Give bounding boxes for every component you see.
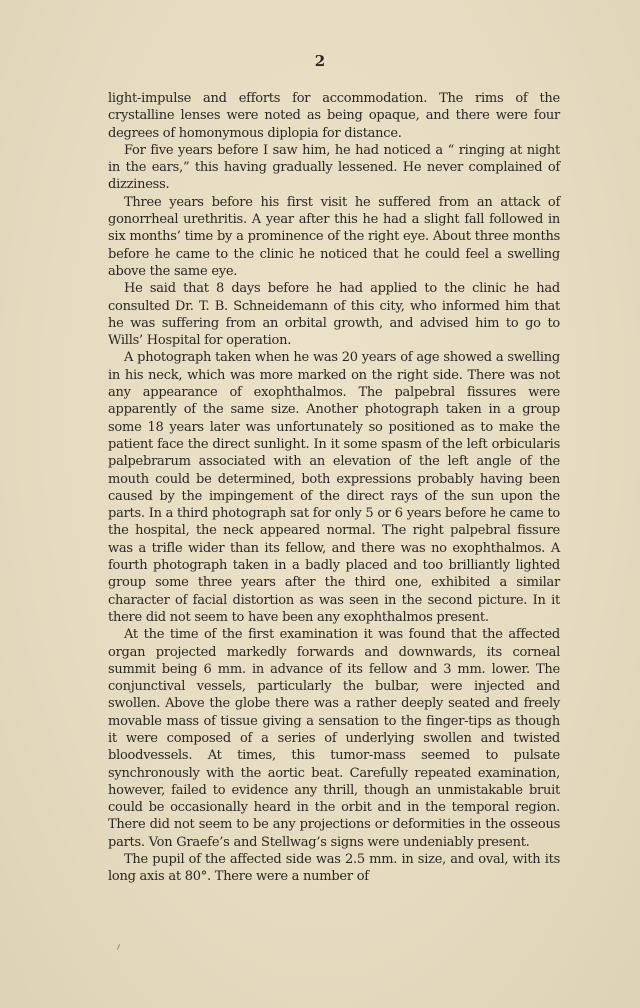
paragraph: A photograph taken when he was 20 years of age showed a swelling in his neck, which was more marked on the right side. There was not any appearance of exophthalmos. The palpebral fissures were apparently of the same size. Another photograph taken in a group some 18 years later was unfortunately so positioned as to make the patient face the direct sunlight. In it some spasm of the left orbicularis palpebrarum associated with an elevation of the left angle of the mouth could be determined, both expressions probably having been caused by the impingement of the direct rays of the sun upon the parts. In a third photograph sat for only 5 or 6 years before he came to the hospital, the neck appeared normal. The right palpebral fissure was a trifle wider than its fellow, and there was no exophthalmos. A fourth photograph taken in a badly placed and too brilliantly lighted group some three years after the third one, exhibited a similar character of facial distortion as was seen in the second picture. In it there did not seem to have been any exophthalmos present.	[108, 350, 560, 625]
stray-mark	[117, 944, 120, 950]
paragraph: He said that 8 days before he had applied to the clinic he had consulted Dr. T. B. Schneidemann of this city, who informed him that he was suffering from an orbital growth, and advised him to go to Wills’ Hospital for operation.	[108, 281, 560, 349]
paragraph: At the time of the first examination it was found that the affected organ projected markedly forwards and downwards, its corneal summit being 6 mm. in advance of its fellow and 3 mm. lower. The conjunctival vessels, particularly the bulbar, were injected and swollen. Above the globe there was a rather deeply seated and freely movable mass of tissue giving a sensation to the finger-tips as though it were composed of a series of underlying swollen and twisted bloodvessels. At times, this tumor-mass seemed to pulsate synchronously with the aortic beat. Carefully repeated examination, however, failed to evidence any thrill, though an unmistakable bruit could be occasionally heard in the orbit and in the temporal region. There did not seem to be any projections or deformities in the osseous parts. Von Graefe’s and Stellwag’s signs were undeniably present.	[108, 627, 560, 850]
body-text	[108, 90, 560, 886]
paragraph: Three years before his first visit he suffered from an attack of gonorrheal urethritis. A year after this he had a slight fall followed in six months’ time by a prominence of the right eye. About three months before he came to the clinic he noticed that he could feel a swelling above the same eye.	[108, 194, 560, 279]
paragraph: The pupil of the affected side was 2.5 mm. in size, and oval, with its long axis at 80°. There were a number of	[108, 852, 560, 885]
paragraph: For five years before I saw him, he had noticed a “ ringing at night in the ears,” this having gradually lessened. He never complained of dizziness.	[108, 142, 560, 193]
page-number: 2	[314, 52, 326, 70]
paragraph: light-impulse and efforts for accommodation. The rims of the crystalline lenses were noted as being opaque, and there were four degrees of homonymous diplopia for distance.	[108, 91, 560, 141]
